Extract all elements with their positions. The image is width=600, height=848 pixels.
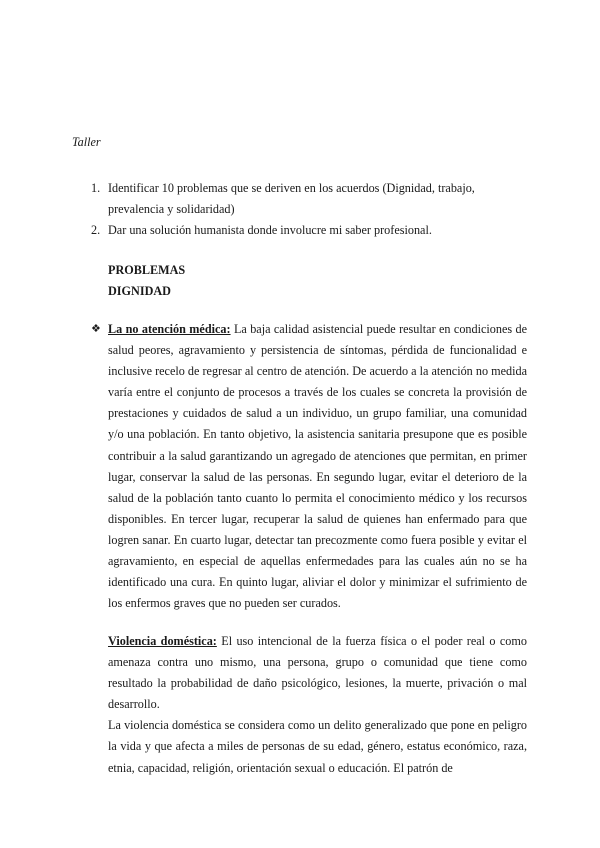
document-title: Taller: [72, 135, 101, 149]
list-item: [91, 220, 527, 241]
diamond-bullet-icon: ❖: [91, 323, 101, 335]
paragraph-atencion: [91, 319, 527, 614]
list-number: 2.: [91, 223, 101, 237]
list-text: Identificar 10 problemas que se deriven en los acuerdos (Dignidad, trabajo, prevalencia y solidaridad): [108, 181, 475, 216]
list-number: 1.: [91, 181, 101, 195]
term-atencion: La no atención médica:: [108, 322, 231, 336]
paragraph-violencia: [91, 631, 527, 715]
item-violencia: [91, 631, 527, 779]
list-text: Dar una solución humanista donde involucre mi saber profesional.: [108, 223, 432, 237]
task-list: [91, 178, 527, 241]
term-violencia: Violencia doméstica:: [108, 634, 217, 648]
heading-dignidad: DIGNIDAD: [108, 284, 171, 298]
heading-problemas: PROBLEMAS: [108, 263, 186, 277]
list-item: [91, 178, 527, 220]
text-violencia: El uso intencional de la fuerza física o el poder real o como amenaza contra uno mismo, una persona, grupo o comunidad que tiene como resultado la probabilidad de daño psicológico, lesiones, la muerte, privación o mal desarrollo.: [108, 634, 527, 712]
paragraph-violencia-2: La violencia doméstica se considera como un delito generalizado que pone en peligro la vida y que afecta a miles de personas de su edad, género, estatus económico, raza, etnia, capacidad, religión, orientación sexual o educación. El patrón de: [108, 718, 527, 775]
text-atencion: La baja calidad asistencial puede resultar en condiciones de salud peores, agravamiento y persistencia de síntomas, pérdida de funcionalidad e inclusive recelo de regresar al centro de atención. De acuerdo a la atención no medida varía entre el conjunto de procesos a través de los cuales se concreta la provisión de prestaciones y cuidados de salud a un individuo, un grupo familiar, una comunidad y/o una población. En tanto objetivo, la asistencia sanitaria presupone que es posible contribuir a la salud garantizando un agregado de atenciones que permitan, en primer lugar, conservar la salud de las personas. En segundo lugar, evitar el deterioro de la salud de la población tanto cuanto lo permita el conocimiento médico y los recursos disponibles. En tercer lugar, recuperar la salud de quienes han enfermado para que logren sanar. En cuarto lugar, detectar tan precozmente como fuera posible y evitar el agravamiento, en especial de aquellas enfermedades para las cuales aún no se ha identificado una cura. En quinto lugar, aliviar el dolor y minimizar el sufrimiento de los enfermos graves que no pueden ser curados.: [108, 322, 528, 611]
bullet-item-atencion: [91, 319, 527, 614]
section-headings: [108, 260, 185, 302]
